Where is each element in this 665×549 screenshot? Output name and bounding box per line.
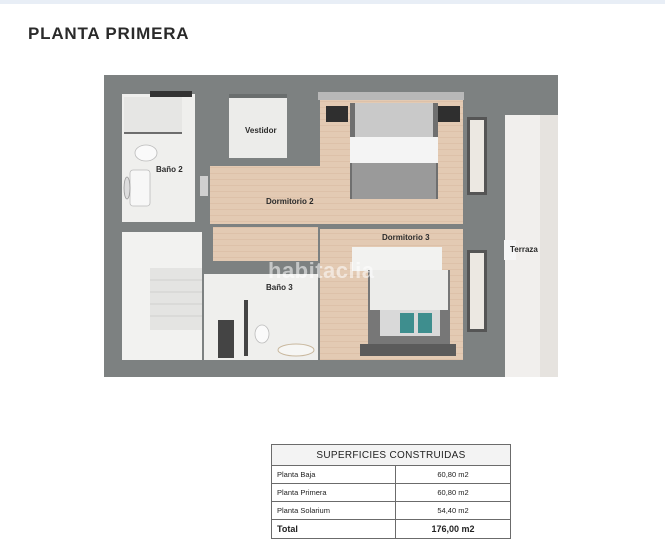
bano3-sink-icon xyxy=(278,344,314,356)
row-value: 54,40 m2 xyxy=(396,502,511,520)
nightstand-right-icon xyxy=(438,106,460,122)
watermark: habitaclia xyxy=(268,258,375,283)
surfaces-header: SUPERFICIES CONSTRUIDAS xyxy=(272,445,511,466)
page-title: PLANTA PRIMERA xyxy=(28,24,190,43)
row-value: 60,80 m2 xyxy=(396,484,511,502)
surfaces-table xyxy=(271,444,511,539)
table-row xyxy=(272,502,511,520)
staircase-icon xyxy=(150,268,202,330)
total-row xyxy=(272,520,511,539)
bano3-toilet-icon xyxy=(255,325,269,343)
sink-icon xyxy=(130,170,150,206)
toilet-icon xyxy=(135,145,157,161)
label-vestidor: Vestidor xyxy=(245,126,277,135)
table-row xyxy=(272,484,511,502)
label-dormitorio3: Dormitorio 3 xyxy=(382,233,430,242)
row-label: Planta Baja xyxy=(272,466,396,484)
total-value: 176,00 m2 xyxy=(396,520,511,539)
shower-door-icon xyxy=(218,320,234,358)
row-label: Planta Solarium xyxy=(272,502,396,520)
shower-tray xyxy=(124,97,182,133)
label-terraza: Terraza xyxy=(510,245,538,254)
total-label: Total xyxy=(272,520,396,539)
mirror-icon xyxy=(124,177,130,199)
surfaces-header-row xyxy=(272,445,511,466)
label-bano3: Baño 3 xyxy=(266,283,293,292)
nightstand-left-icon xyxy=(326,106,348,122)
row-value: 60,80 m2 xyxy=(396,466,511,484)
row-label: Planta Primera xyxy=(272,484,396,502)
label-dormitorio2: Dormitorio 2 xyxy=(266,197,314,206)
label-bano2: Baño 2 xyxy=(156,165,183,174)
table-row xyxy=(272,466,511,484)
shower-glass-icon xyxy=(150,91,192,97)
corridor-floor xyxy=(213,227,318,261)
